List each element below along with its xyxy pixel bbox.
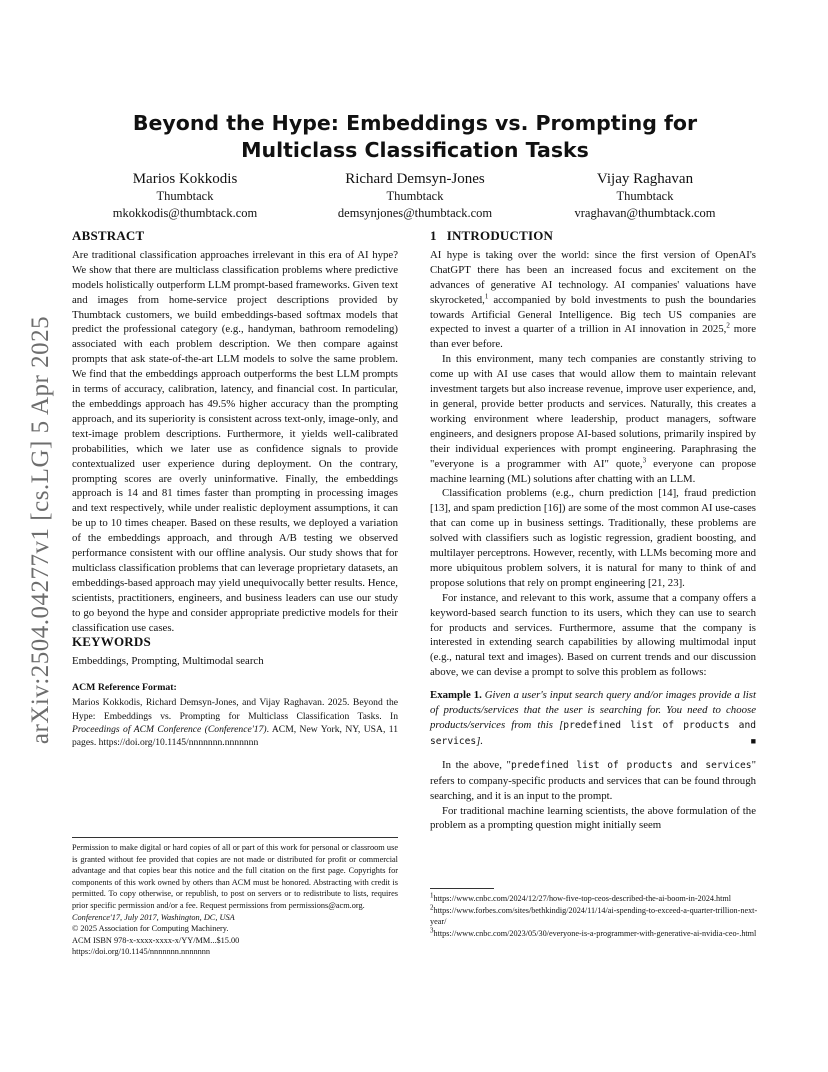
footnote-number: 2 <box>430 902 434 911</box>
text-run: everyone can propose machine learning (ML) solutions after chatting with an LLM. <box>430 457 756 485</box>
example-label: Example 1. <box>430 689 482 702</box>
intro-paragraph-6: For traditional machine learning scientists, the above formulation of the problem as a prompting question might initially seem <box>430 804 756 832</box>
doi-line: https://doi.org/10.1145/nnnnnnn.nnnnnnn <box>72 947 211 957</box>
introduction-heading <box>430 229 756 244</box>
qed-symbol: ■ <box>750 735 756 746</box>
intro-paragraph-5 <box>430 758 756 804</box>
acm-reference-heading: ACM Reference Format: <box>72 682 177 694</box>
footnote-3 <box>430 928 760 940</box>
footnote-number: 1 <box>430 891 434 900</box>
paper-title: Beyond the Hype: Embeddings vs. Prompting for Multiclass Classification Tasks <box>132 111 698 162</box>
author-email: vraghavan@thumbtack.com <box>574 206 716 220</box>
author-affiliation: Thumbtack <box>386 189 444 203</box>
copyright-notice <box>72 837 398 958</box>
acm-reference-text <box>72 696 398 750</box>
author-block <box>70 170 760 222</box>
example-mono: predefined list of products and services <box>430 720 756 747</box>
text-run: more than ever before. <box>430 323 756 351</box>
section-number: 1 <box>430 228 437 243</box>
example-text: Given a user's input search query and/or images provide a list of products/services that the user is searching for. You need to choose products/services from this [ <box>430 689 757 731</box>
example-end: ]. <box>476 734 484 747</box>
arxiv-identifier <box>24 290 58 770</box>
intro-paragraph-2 <box>430 352 756 486</box>
right-column <box>430 229 756 833</box>
footnote-link[interactable]: https://www.forbes.com/sites/bethkindig/2024/11/14/ai-spending-to-exceed-a-quarter-trillion-next-year/ <box>430 905 758 927</box>
author-3 <box>530 170 760 222</box>
permission-text: Permission to make digital or hard copies of all or part of this work for personal or classroom use is granted without fee provided that copies are not made or distributed for profit or commercial advantage and that copies bear this notice and the full citation on the first page. Copyrights for components of this work owned by others than ACM must be honored. Abstracting with credit is permitted. To copy otherwise, or republish, to post on servers or to redistribute to lists, requires prior specific permission and/or a fee. Request permissions from permissions@acm.org. <box>72 843 398 910</box>
footnote-ref-1[interactable]: 1 <box>484 292 489 301</box>
abstract-heading: ABSTRACT <box>72 228 145 243</box>
acm-ref-venue: Proceedings of ACM Conference (Conference'17) <box>72 724 267 735</box>
footnote-number: 3 <box>430 926 434 935</box>
footnote-ref-3[interactable]: 3 <box>642 456 647 464</box>
isbn-line: ACM ISBN 978-x-xxxx-xxxx-x/YY/MM...$15.00 <box>72 935 240 945</box>
footnote-2 <box>430 902 760 928</box>
example-1 <box>430 688 756 750</box>
author-affiliation: Thumbtack <box>156 189 214 203</box>
author-2 <box>300 170 530 222</box>
footnote-ref-2[interactable]: 2 <box>726 321 730 330</box>
footnote-link[interactable]: https://www.cnbc.com/2023/05/30/everyone-is-a-programmer-with-generative-ai-nvidia-ceo-.html <box>433 928 757 938</box>
text-run: AI hype is taking over the world: since the first version of OpenAI's ChatGPT there has been an increased focus and excitement on the advances of generative AI technology. AI companies' valuations have skyrocketed, <box>430 248 756 306</box>
intro-paragraph-3: Classification problems (e.g., churn prediction [14], fraud prediction [13], and spam prediction [16]) are some of the most common AI use-cases that can come up in business settings. Traditionally, these problems are solved with classifiers such as logistic regression, gradient boosting, and multilayer perceptrons. However, recently, with LLMs becoming more and more ubiquitous problem solvers, it is natural for many to think of and propose solutions that rely on prompt engineering [21, 23]. <box>430 487 756 589</box>
keywords-heading: KEYWORDS <box>72 634 151 650</box>
intro-paragraph-4: For instance, and relevant to this work, assume that a company offers a keyword-based search function to its users, which they can use to search for products and services. Furthermore, assume that the company is interested in extending search capabilities by allowing multimodal input (e.g., natural text and images). Based on current trends and our discussion above, we can devise a prompt to solve this problem as follows: <box>430 591 756 679</box>
left-column <box>72 229 398 750</box>
acm-ref-part2: . ACM, New York, NY, USA, 11 pages. https://doi.org/10.1145/nnnnnnn.nnnnnnn <box>72 724 398 749</box>
text-run: " refers to company-specific products and services that can be found through searching, and it is an input to the prompt. <box>430 758 756 802</box>
keywords-text: Embeddings, Prompting, Multimodal search <box>72 655 264 668</box>
author-name: Vijay Raghavan <box>596 171 694 187</box>
text-run: In this environment, many tech companies are constantly striving to come up with AI use cases that would allow them to maintain relevant investment targets but also increase revenue, improve user experience, and, in general, provide better products and services. Naturally, this creates a working environment where leadership, product managers, software engineers, and designers propose AI-based solutions, primarily inspired by their individual experiences with prompt engineering. Paraphrasing the "everyone is a programmer with AI" quote, <box>430 353 756 470</box>
abstract-text: Are traditional classification approaches irrelevant in this era of AI hype? We show that there are multiclass classification problems where predictive models holistically outperform LLM prompt-based frameworks. Given text and images from home-service project descriptions provided by Thumbtack customers, we build embeddings-based softmax models that predict the professional category (e.g., handyman, bathroom remodeling) associated with each problem description. We then compare against prompts that ask state-of-the-art LLM models to solve the same problem. We find that the embeddings approach outperforms the best LLM prompts in terms of accuracy, calibration, latency, and financial cost. In particular, the embeddings approach has 49.5% higher accuracy than the prompting approach, and its superiority is consistent across text-only, image-only, and text-image problem descriptions. Furthermore, it yields well-calibrated probabilities, which we later use as confidence signals to provide contextualized user experience during deployment. On the contrary, prompting scores are overly uninformative. Finally, the embeddings approach is 14 and 81 times faster than prompting in processing images and text respectively, while under realistic deployment assumptions, it can be up to 10 times cheaper. Based on these results, we deployed a variation of the embeddings approach, and through A/B testing we observed performance consistent with our offline analysis. Our study shows that for multiclass classification problems that can leverage proprietary datasets, an embeddings-based approach may yield unequivocally better results. Hence, scientists, practitioners, engineers, and business leaders can use our study to go beyond the hype and consider appropriate predictive models for their classification use cases. <box>72 248 398 634</box>
conference-line: Conference'17, July 2017, Washington, DC, USA <box>72 912 235 922</box>
author-email: mkokkodis@thumbtack.com <box>112 206 258 220</box>
footnote-1 <box>430 893 760 905</box>
author-affiliation: Thumbtack <box>616 189 674 203</box>
inline-code: predefined list of products and services <box>510 759 752 771</box>
author-name: Richard Demsyn-Jones <box>345 171 485 187</box>
author-1 <box>70 170 300 222</box>
acm-ref-part1: Marios Kokkodis, Richard Demsyn-Jones, and Vijay Raghavan. 2025. Beyond the Hype: Embeddings vs. Prompting for Multiclass Classification Tasks. In <box>72 697 398 722</box>
text-run: In the above, " <box>442 758 511 771</box>
author-name: Marios Kokkodis <box>132 171 238 187</box>
intro-paragraph-1 <box>430 248 756 352</box>
author-email: demsynjones@thumbtack.com <box>337 206 493 220</box>
text-run: accompanied by bold investments to push the boundaries towards Artificial General Intelligence. Big tech US companies are expected to invest a quarter of a trillion in AI innovation in 2025, <box>430 293 756 336</box>
footnote-link[interactable]: https://www.cnbc.com/2024/12/27/how-five-top-ceos-described-the-ai-boom-in-2024.html <box>433 894 732 903</box>
arxiv-id-text: arXiv:2504.04277v1 [cs.LG] 5 Apr 2025 <box>27 315 55 745</box>
association-line: © 2025 Association for Computing Machinery. <box>72 924 229 934</box>
section-title: INTRODUCTION <box>446 228 554 243</box>
footnotes <box>430 893 760 939</box>
